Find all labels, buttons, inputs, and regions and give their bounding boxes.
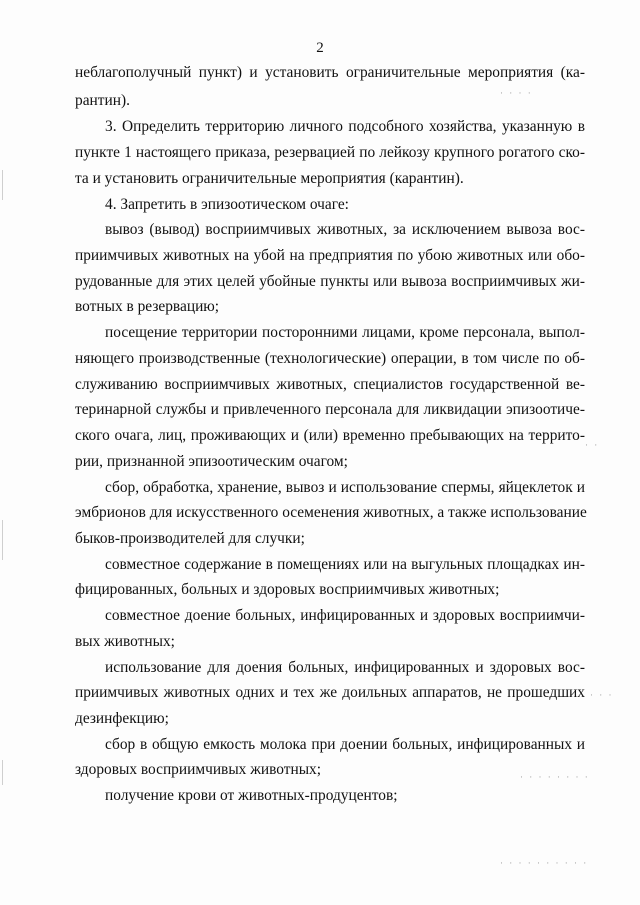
text-line: совместное содержание в помещениях или на выгульных площадках ин- — [105, 556, 585, 573]
scan-edge-mark — [2, 170, 3, 200]
text-line: вывоз (вывод) восприимчивых животных, за исключением вывоза вос- — [105, 221, 585, 238]
text-line: вых животных; — [75, 633, 175, 650]
text-line: сбор, обработка, хранение, вывоз и использование спермы, яйцеклеток и — [105, 479, 585, 496]
text-line: сбор в общую емкость молока при доении больных, инфицированных и — [105, 736, 585, 753]
text-line: здоровых восприимчивых животных; — [75, 761, 322, 778]
text-line: рудованные для этих целей убойные пункты или вывоза восприимчивых жи- — [75, 273, 585, 290]
text-line: ского очага, лиц, проживающих и (или) временно пребывающих на террито- — [75, 427, 585, 444]
text-line: эмбрионов для искусственного осеменения животных, а также использование — [75, 504, 587, 521]
text-line: служиванию восприимчивых животных, специалистов государственной ве- — [75, 376, 585, 393]
text-line: использование для доения больных, инфицированных и здоровых вос- — [105, 659, 585, 676]
text-line: та и установить ограничительные мероприятия (карантин). — [75, 170, 464, 187]
scan-noise: · · · — [590, 690, 614, 700]
text-line: быков-производителей для случки; — [75, 530, 305, 547]
scan-noise: · · · · · · · · — [520, 772, 590, 782]
page-number: 2 — [316, 40, 324, 56]
text-line: фицированных, больных и здоровых восприимчивых животных; — [75, 581, 500, 598]
text-line: теринарной службы и привлеченного персонала для ликвидации эпизоотиче- — [75, 401, 585, 418]
text-line: неблагополучный пункт) и установить ограничительные мероприятия (ка- — [75, 64, 585, 81]
text-line: 4. Запретить в эпизоотическом очаге: — [105, 196, 349, 213]
text-line: посещение территории посторонними лицами, кроме персонала, выпол- — [105, 324, 585, 341]
text-line: 3. Определить территорию личного подсобного хозяйства, указанную в — [105, 118, 585, 135]
text-line: дезинфекцию; — [75, 710, 169, 727]
text-line: рии, признанной эпизоотическим очагом; — [75, 453, 348, 470]
scan-noise: · · · · — [500, 88, 533, 98]
scan-noise: · · — [585, 440, 600, 450]
text-line: получение крови от животных-продуцентов; — [105, 787, 398, 804]
scan-noise: · · · · · · · · · · — [500, 858, 589, 868]
text-line: няющего производственные (технологические) операции, в том числе по об- — [75, 350, 585, 367]
scan-edge-mark — [2, 520, 3, 560]
text-line: пункте 1 настоящего приказа, резервацией по лейкозу крупного рогатого ско- — [75, 144, 585, 161]
scan-edge-mark — [2, 760, 3, 785]
text-line: приимчивых животных одних и тех же доильных аппаратов, не прошедших — [75, 684, 585, 701]
text-line: вотных в резервацию; — [75, 298, 220, 315]
text-line: совместное доение больных, инфицированных и здоровых восприимчи- — [105, 607, 585, 624]
text-line: приимчивых животных на убой на предприятия по убою животных или обо- — [75, 247, 585, 264]
text-line: рантин). — [75, 92, 130, 109]
